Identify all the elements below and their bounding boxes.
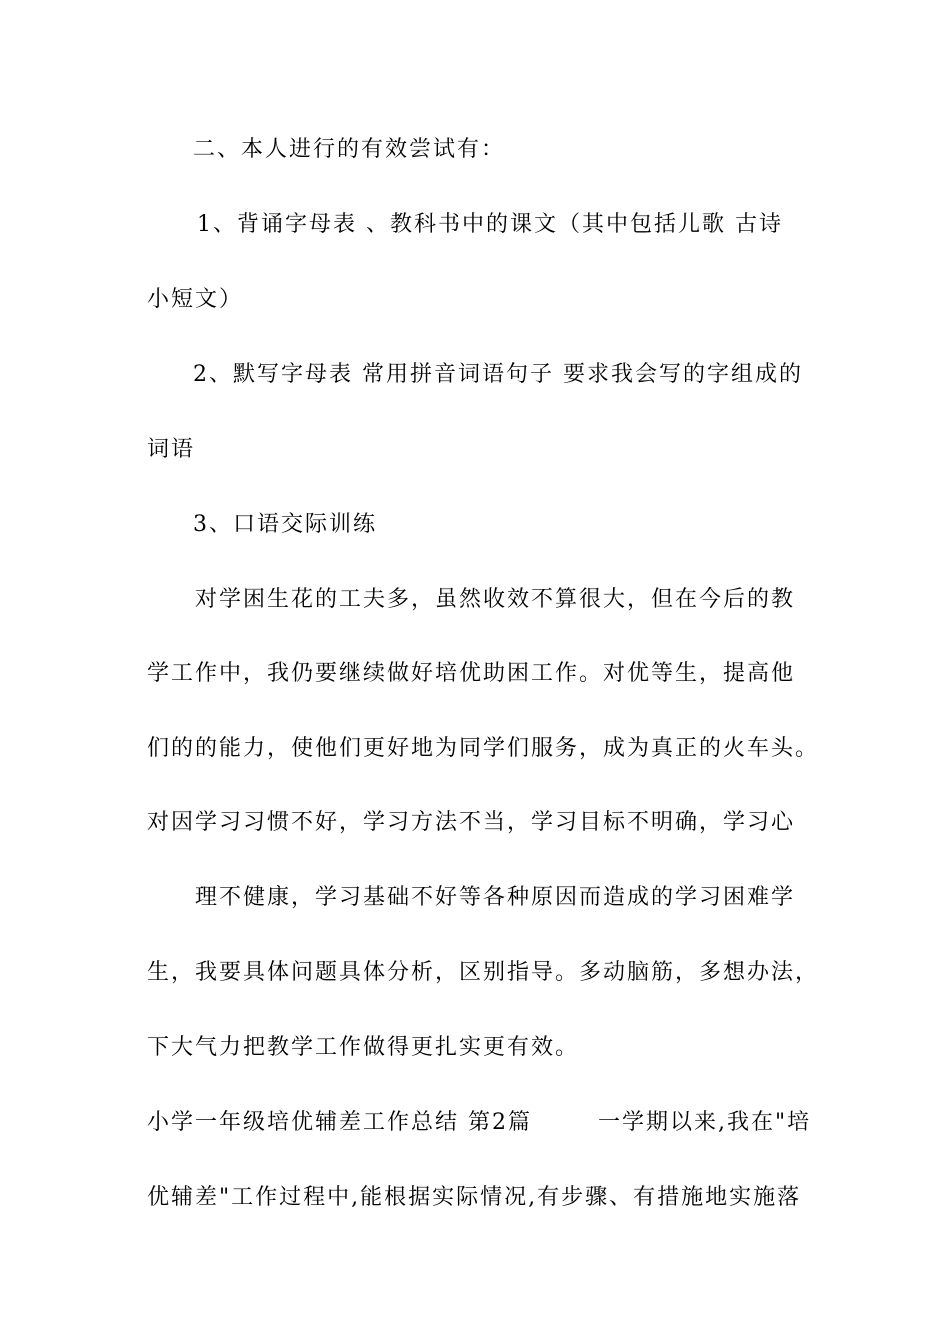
paragraph-line: 对因学习习惯不好，学习方法不当，学习目标不明确，学习心 — [147, 810, 796, 835]
list-item-1-continuation: 小短文） — [147, 287, 244, 312]
paragraph-line: 理不健康，学习基础不好等各种原因而造成的学习困难学 — [195, 885, 796, 910]
list-item-2-continuation: 词语 — [147, 437, 196, 462]
list-item-2: 2、默写字母表 常用拼音词语句子 要求我会写的字组成的 — [193, 362, 803, 387]
paragraph-line: 下大气力把教学工作做得更扎实更有效。 — [147, 1035, 580, 1060]
paragraph-line: 们的的能力，使他们更好地为同学们服务，成为真正的火车头。 — [147, 736, 820, 761]
list-item-1: 1、背诵字母表 、教科书中的课文（其中包括儿歌 古诗 — [197, 212, 783, 237]
list-item-3: 3、口语交际训练 — [193, 512, 377, 537]
paragraph-line: 学工作中，我仍要继续做好培优助困工作。对优等生，提高他 — [147, 661, 796, 686]
article-title-line: 小学一年级培优辅差工作总结 第2篇 一学期以来,我在"培 — [147, 1110, 812, 1135]
section-heading: 二、本人进行的有效尝试有： — [193, 137, 506, 162]
paragraph-line: 优辅差"工作过程中,能根据实际情况,有步骤、有措施地实施落 — [147, 1185, 802, 1210]
paragraph-line: 生，我要具体问题具体分析，区别指导。多动脑筋，多想办法， — [147, 960, 820, 985]
paragraph-line: 对学困生花的工夫多，虽然收效不算很大，但在今后的教 — [195, 587, 796, 612]
